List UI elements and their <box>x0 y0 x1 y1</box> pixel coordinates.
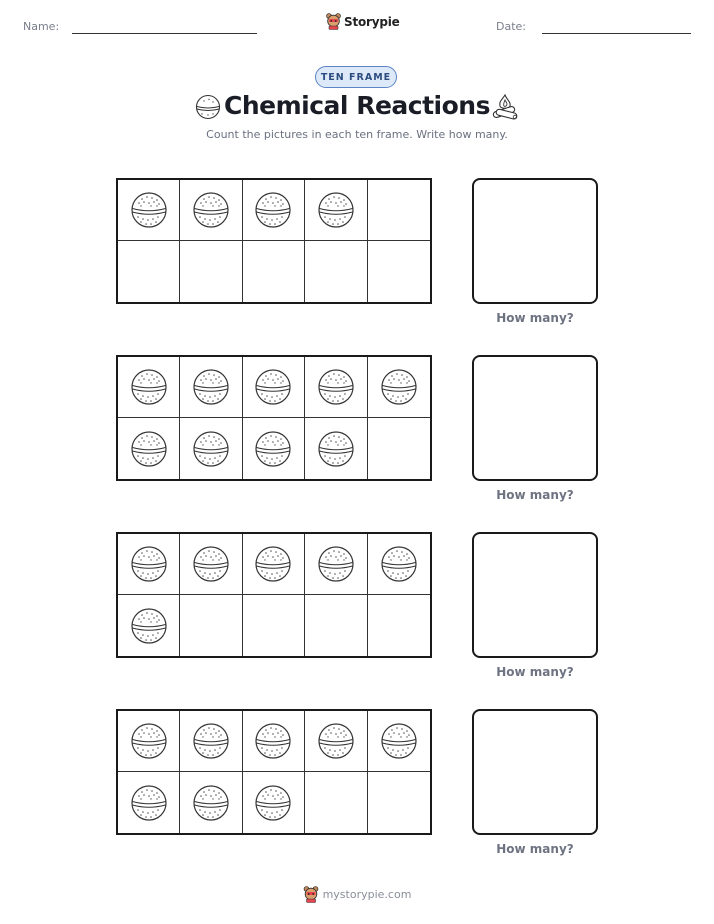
date-label: Date: <box>496 20 526 33</box>
ten-frame-cell <box>118 418 180 479</box>
worksheet-title: Chemical Reactions <box>224 91 490 120</box>
ten-frame-cell <box>305 418 367 479</box>
ten-frame-cell <box>243 711 305 772</box>
ten-frame-cell <box>243 357 305 418</box>
how-many-label: How many? <box>496 842 574 856</box>
how-many-label: How many? <box>496 488 574 502</box>
ten-frame-cell <box>368 711 430 772</box>
bath-bomb-icon <box>130 368 168 406</box>
ten-frame-cell <box>118 180 180 241</box>
date-line[interactable] <box>542 33 691 34</box>
ten-frame-cell <box>243 534 305 595</box>
ten-frame-cell <box>368 357 430 418</box>
answer-box[interactable] <box>472 355 598 481</box>
bath-bomb-icon <box>192 368 230 406</box>
bath-bomb-icon <box>130 430 168 468</box>
ten-frame <box>116 178 432 304</box>
ten-frame-cell <box>118 711 180 772</box>
ten-frame-cell <box>118 357 180 418</box>
bath-bomb-icon <box>192 430 230 468</box>
ten-frame-cell <box>118 241 180 302</box>
ten-frame-cell <box>305 180 367 241</box>
bath-bomb-icon <box>317 191 355 229</box>
bath-bomb-icon <box>130 722 168 760</box>
bath-bomb-icon <box>317 430 355 468</box>
ten-frame-cell <box>118 772 180 833</box>
bath-bomb-icon <box>254 191 292 229</box>
bear-logo-icon <box>303 886 319 903</box>
ten-frame-cell <box>243 180 305 241</box>
ten-frame-cell <box>368 772 430 833</box>
ten-frame-cell <box>180 711 242 772</box>
ten-frame-cell <box>305 772 367 833</box>
bath-bomb-icon <box>254 430 292 468</box>
how-many-label: How many? <box>496 665 574 679</box>
ten-frame-cell <box>180 180 242 241</box>
worksheet-type-badge: TEN FRAME <box>315 66 397 88</box>
bath-bomb-icon <box>254 368 292 406</box>
ten-frame-cell <box>368 534 430 595</box>
bath-bomb-icon <box>380 368 418 406</box>
footer <box>0 886 714 903</box>
name-label: Name: <box>23 20 60 33</box>
bath-bomb-icon <box>380 722 418 760</box>
bath-bomb-icon <box>130 191 168 229</box>
bath-bomb-icon <box>254 722 292 760</box>
ten-frame-cell <box>305 357 367 418</box>
bear-logo-icon <box>326 13 341 30</box>
footer-url: mystorypie.com <box>322 888 412 901</box>
bath-bomb-icon <box>130 545 168 583</box>
bath-bomb-icon <box>254 545 292 583</box>
bath-bomb-icon <box>130 607 168 645</box>
ten-frame-cell <box>180 418 242 479</box>
ten-frame-cell <box>305 711 367 772</box>
bath-bomb-icon <box>317 722 355 760</box>
ten-frame-cell <box>180 241 242 302</box>
bath-bomb-icon <box>380 545 418 583</box>
ten-frame-cell <box>368 180 430 241</box>
bath-bomb-icon <box>317 368 355 406</box>
answer-box[interactable] <box>472 532 598 658</box>
how-many-label: How many? <box>496 311 574 325</box>
instructions: Count the pictures in each ten frame. Write how many. <box>206 128 508 141</box>
ten-frame-cell <box>180 534 242 595</box>
campfire-icon <box>490 92 520 122</box>
brand-logo <box>326 13 400 30</box>
ten-frame <box>116 532 432 658</box>
ten-frame-cell <box>368 418 430 479</box>
ten-frame <box>116 355 432 481</box>
ten-frame-cell <box>368 241 430 302</box>
ten-frame-cell <box>243 772 305 833</box>
bath-bomb-icon <box>192 784 230 822</box>
bath-bomb-icon <box>130 784 168 822</box>
answer-box[interactable] <box>472 709 598 835</box>
ten-frame-cell <box>180 595 242 656</box>
ten-frame-cell <box>243 241 305 302</box>
ten-frame-cell <box>118 595 180 656</box>
bath-bomb-icon <box>254 784 292 822</box>
answer-box[interactable] <box>472 178 598 304</box>
ten-frame-cell <box>118 534 180 595</box>
ten-frame-cell <box>180 772 242 833</box>
ten-frame <box>116 709 432 835</box>
ten-frame-cell <box>305 595 367 656</box>
ten-frame-cell <box>368 595 430 656</box>
ten-frame-cell <box>243 418 305 479</box>
ten-frame-cell <box>305 241 367 302</box>
brand-name: Storypie <box>344 14 400 29</box>
bath-bomb-icon <box>192 191 230 229</box>
ten-frame-cell <box>243 595 305 656</box>
name-line[interactable] <box>72 33 257 34</box>
bath-bomb-icon <box>317 545 355 583</box>
bath-bomb-icon <box>192 545 230 583</box>
ten-frame-cell <box>305 534 367 595</box>
ten-frame-cell <box>180 357 242 418</box>
bath-bomb-icon <box>192 722 230 760</box>
